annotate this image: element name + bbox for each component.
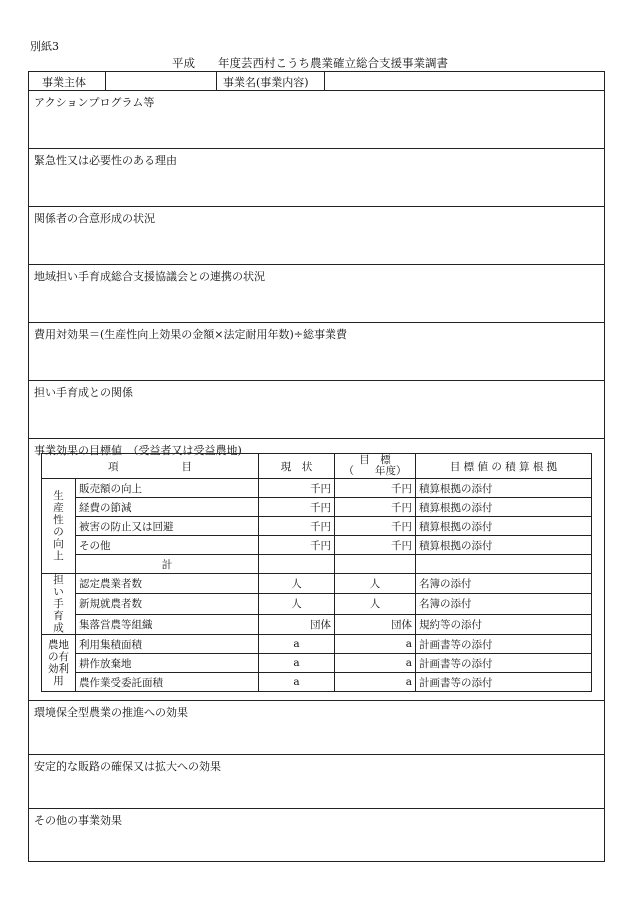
table-row xyxy=(42,673,592,692)
document-title: 平成 年度芸西村こうち農業確立総合支援事業調書 xyxy=(172,56,448,70)
row-target[interactable]: 千円 xyxy=(335,536,416,555)
row-current[interactable]: 千円 xyxy=(259,479,335,498)
targets-table xyxy=(41,453,592,692)
row-item-total: 計 xyxy=(76,555,259,574)
section-label: 環境保全型農業の推進への効果 xyxy=(34,706,188,719)
table-row xyxy=(42,654,592,673)
entity-field[interactable] xyxy=(106,71,216,90)
header-current: 現 状 xyxy=(259,454,335,479)
row-item: 被害の防止又は回避 xyxy=(76,517,259,536)
row-basis: 名簿の添付 xyxy=(416,574,592,594)
group-farmland: 農地の有効利用 xyxy=(42,635,76,692)
row-item: 販売額の向上 xyxy=(76,479,259,498)
section-label: 安定的な販路の確保又は拡大への効果 xyxy=(34,760,221,773)
row-item: 利用集積面積 xyxy=(76,635,259,654)
row-item: 認定農業者数 xyxy=(76,574,259,594)
row-target[interactable]: 千円 xyxy=(335,498,416,517)
row-target[interactable]: a xyxy=(335,635,416,654)
project-label: 事業名(事業内容) xyxy=(223,76,309,89)
table-row xyxy=(42,594,592,614)
row-target[interactable]: 人 xyxy=(335,574,416,594)
table-header-row xyxy=(42,454,592,479)
row-target[interactable] xyxy=(335,555,416,574)
row-current[interactable]: 団体 xyxy=(259,614,335,634)
header-target-line1: 目 標 xyxy=(359,454,391,466)
row-target[interactable]: 千円 xyxy=(335,517,416,536)
row-current[interactable]: a xyxy=(259,654,335,673)
row-target[interactable]: a xyxy=(335,673,416,692)
section-label: その他の事業効果 xyxy=(34,814,122,827)
section-label: アクションプログラム等 xyxy=(34,96,155,109)
row-current[interactable]: 人 xyxy=(259,594,335,614)
header-item: 項 目 xyxy=(42,454,259,479)
row-basis: 名簿の添付 xyxy=(416,594,592,614)
row-basis: 積算根拠の添付 xyxy=(416,536,592,555)
section-other[interactable] xyxy=(28,809,605,862)
project-field[interactable] xyxy=(325,71,604,90)
row-basis: 計画書等の添付 xyxy=(416,654,592,673)
table-row xyxy=(42,479,592,498)
section-cost-effect[interactable] xyxy=(28,323,605,381)
group-productivity: 生産性の向上 xyxy=(42,479,76,574)
section-council[interactable] xyxy=(28,265,605,323)
row-item: 農作業受委託面積 xyxy=(76,673,259,692)
section-label: 費用対効果＝(生産性向上効果の金額×法定耐用年数)÷総事業費 xyxy=(34,328,348,341)
section-environment[interactable] xyxy=(28,701,605,755)
section-label: 関係者の合意形成の状況 xyxy=(34,212,155,225)
row-item: その他 xyxy=(76,536,259,555)
section-relation[interactable] xyxy=(28,381,605,439)
row-item: 集落営農等組織 xyxy=(76,614,259,634)
row-current[interactable] xyxy=(259,555,335,574)
section-label: 事業効果の目標値 （受益者又は受益農地) xyxy=(34,444,242,457)
table-row-total xyxy=(42,555,592,574)
header-target xyxy=(335,454,416,479)
section-label: 担い手育成との関係 xyxy=(34,386,133,399)
section-sales[interactable] xyxy=(28,755,605,809)
row-basis: 積算根拠の添付 xyxy=(416,479,592,498)
row-current[interactable]: 人 xyxy=(259,574,335,594)
row-basis: 積算根拠の添付 xyxy=(416,517,592,536)
table-row xyxy=(42,635,592,654)
row-item: 経費の節減 xyxy=(76,498,259,517)
row-current[interactable]: 千円 xyxy=(259,517,335,536)
table-row xyxy=(42,574,592,594)
top-row xyxy=(28,71,605,91)
section-consensus[interactable] xyxy=(28,207,605,265)
table-row xyxy=(42,498,592,517)
header-target-line2: （ 年度） xyxy=(343,465,407,477)
row-target[interactable]: 団体 xyxy=(335,614,416,634)
table-row xyxy=(42,614,592,634)
row-basis: 計画書等の添付 xyxy=(416,635,592,654)
section-label: 地域担い手育成総合支援協議会との連携の状況 xyxy=(34,270,265,283)
table-row xyxy=(42,517,592,536)
row-item: 耕作放棄地 xyxy=(76,654,259,673)
row-basis xyxy=(416,555,592,574)
table-row xyxy=(42,536,592,555)
row-basis: 規約等の添付 xyxy=(416,614,592,634)
group-successor: 担い手育成 xyxy=(42,574,76,635)
section-action-program[interactable] xyxy=(28,91,605,149)
row-current[interactable]: a xyxy=(259,635,335,654)
row-current[interactable]: 千円 xyxy=(259,498,335,517)
row-item: 新規就農者数 xyxy=(76,594,259,614)
section-label: 緊急性又は必要性のある理由 xyxy=(34,154,177,167)
row-target[interactable]: 人 xyxy=(335,594,416,614)
row-current[interactable]: 千円 xyxy=(259,536,335,555)
section-urgency[interactable] xyxy=(28,149,605,207)
row-basis: 積算根拠の添付 xyxy=(416,498,592,517)
row-current[interactable]: a xyxy=(259,673,335,692)
row-target[interactable]: a xyxy=(335,654,416,673)
row-target[interactable]: 千円 xyxy=(335,479,416,498)
row-basis: 計画書等の添付 xyxy=(416,673,592,692)
attachment-label: 別紙3 xyxy=(30,40,59,53)
entity-label: 事業主体 xyxy=(42,76,86,89)
header-basis: 目 標 値 の 積 算 根 拠 xyxy=(416,454,592,479)
